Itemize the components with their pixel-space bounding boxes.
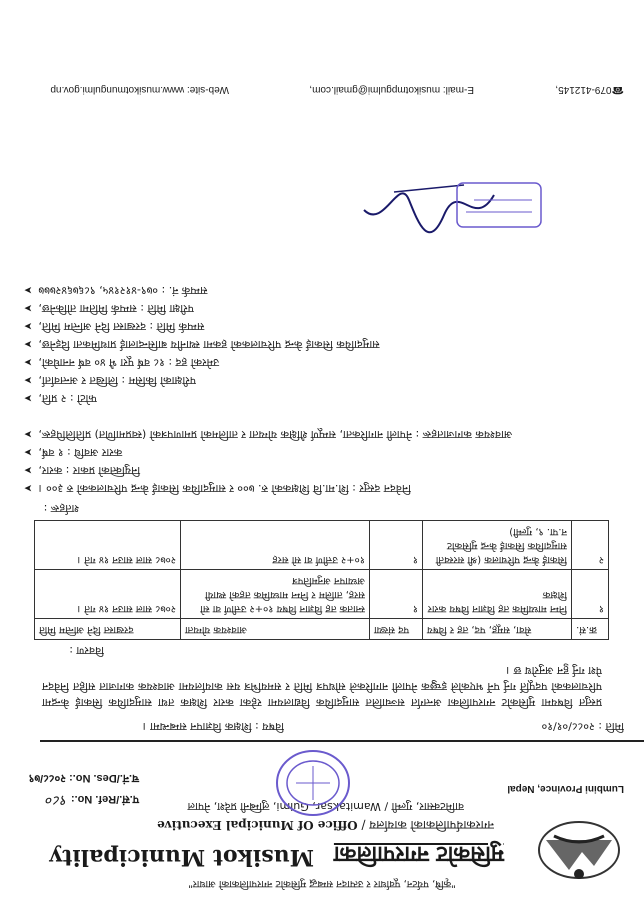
details-label: विवरण : xyxy=(69,644,104,657)
footer-website: Web-site: www.musikotmungulmi.gov.np xyxy=(50,84,229,95)
cell-qualification: १०+२ उत्तीर्ण वा सो सरह xyxy=(181,521,370,570)
arrow-bullet-icon: ➤ xyxy=(24,320,33,331)
arrow-bullet-icon: ➤ xyxy=(24,446,33,457)
office-line: नगरकार्यपालिकाको कार्यालय / Office Of Municipal Executive xyxy=(157,818,494,832)
condition-item xyxy=(24,463,584,478)
des-value: २०८८/७९ xyxy=(28,772,66,784)
municipality-emblem-icon xyxy=(534,818,624,888)
motto: "कृषि, पर्यटन, पूर्वाधार र उत्पादन सम्बद्ध मुसिकोट नगरपालिकाको आधार" xyxy=(188,878,456,889)
cell-sn: १ xyxy=(572,570,609,619)
col-sn: क्र.सं. xyxy=(572,619,609,640)
cell-deadline: २०७८ साल साउन १४ गते । xyxy=(35,570,181,619)
address-nepali: वामिटक्सार, गुल्मी xyxy=(391,800,464,813)
address-english: Wamitaksar, Gulmi xyxy=(276,800,381,813)
arrow-bullet-icon: ➤ xyxy=(24,392,33,403)
date-value: २०८८/०१/१० xyxy=(541,720,595,733)
cell-count: १ xyxy=(370,570,423,619)
col-deadline: दरखास्त दिने अन्तिम मिति xyxy=(35,619,181,640)
condition-item xyxy=(24,481,584,496)
condition-text: परीक्षाको किसिम : लिखित र अन्तर्वार्ता, xyxy=(38,374,196,387)
condition-text: निवेदन दस्तुर : शि.मा.वि शिक्षकको रु. ७०० र सामुदायिक सिकाई केन्द्र परिचालकको रु ३०० । xyxy=(38,482,411,495)
table-row xyxy=(35,570,609,619)
condition-item xyxy=(24,445,584,460)
condition-text: फोटो : २ प्रति, xyxy=(38,392,97,405)
vacancy-table xyxy=(34,520,609,640)
condition-item xyxy=(24,425,584,442)
letter-body: प्रस्तुत विषयमा मुसिकोट नगरपालिका अन्तर्गत सञ्चालित सामुदायिक विद्यालयमा रहेका करार शिक्षक तथा सामुदायिक सिकाई केन्द्रमा परिचालकको पदपूर्ति गर्नु पर्ने भएकोले इच्छुक नेपाली नागरिकले सोधपत्र मिति र समयभित्र यस कार्यालयमा आवश्यक कागजात सहित निवेदन पेश गर्नु हुन अनुरोध छ । xyxy=(42,664,602,709)
condition-item xyxy=(24,355,584,370)
province-english: Lumbini Province, Nepal xyxy=(507,783,624,794)
col-qualification: आवश्यक योग्यता xyxy=(181,619,370,640)
cell-sn: २ xyxy=(572,521,609,570)
title-nepali: मुसिकोट नगरपालिका xyxy=(333,841,504,866)
cell-deadline: २०७८ साल साउन १४ गते । xyxy=(35,521,181,570)
ref-value: ९८० xyxy=(46,792,68,808)
date-label: मिति : xyxy=(594,720,624,733)
subject-label: विषय : xyxy=(251,720,284,733)
office-stamp-icon xyxy=(274,748,352,818)
condition-text: आवश्यक कागजातहरू : नेपाली नागरिकता, सम्पूर्ण शैक्षिक योग्यता र तालिमको प्रमाणपत्रको (स्वप्रमाणित) प्रतिलिपिहरू, xyxy=(38,428,513,441)
address-line: वामिटक्सार, गुल्मी / Wamitaksar, Gulmi, लुम्बिनी प्रदेश, नेपाल xyxy=(187,800,464,813)
col-post: सेवा, समूह, पद, तह र विषय xyxy=(423,619,572,640)
condition-text: परीक्षा मिति : सम्पर्क मितिमा तोकिनेछ, xyxy=(38,302,194,315)
cell-qualification: स्नातक तह विज्ञान विषय १०+२ उत्तीर्ण वा सो सरह, तालिम र निम्न माध्यमिक तहको स्थायी अध्यापन अनुमतिपत्र xyxy=(181,570,370,619)
conditions-label: शर्तहरू : xyxy=(43,502,79,515)
address-rest: लुम्बिनी प्रदेश, नेपाल xyxy=(187,800,270,813)
arrow-bullet-icon: ➤ xyxy=(24,356,33,367)
cell-post: निम्न माध्यमिक तह विज्ञान विषय करार शिक्षक xyxy=(423,570,572,619)
title-english: Musikot Municipality xyxy=(49,844,314,870)
arrow-bullet-icon: ➤ xyxy=(24,338,33,349)
condition-text: करार अवधि : १ वर्ष, xyxy=(38,446,123,459)
arrow-bullet-icon: ➤ xyxy=(24,374,33,385)
footer-phone: ☎079-412145, xyxy=(555,84,624,95)
office-nepali: नगरकार्यपालिकाको कार्यालय xyxy=(369,818,494,832)
condition-item xyxy=(24,391,584,406)
header-divider xyxy=(40,740,644,742)
letter-date xyxy=(542,719,624,734)
cell-count: १ xyxy=(370,521,423,570)
ref-number xyxy=(46,791,139,810)
designation-stamp-icon xyxy=(454,180,544,230)
table-header-row xyxy=(35,619,609,640)
condition-item xyxy=(24,301,584,316)
condition-text: सामुदायिक सिकाई केन्द्र परिचालकको हकमा स्थानीय बासिन्दालाई प्राथमिकता दिइनेछ, xyxy=(38,338,380,351)
des-number xyxy=(29,771,139,786)
arrow-bullet-icon: ➤ xyxy=(24,428,33,439)
ref-label: प.सं./Ref. No.: xyxy=(70,793,139,805)
table-row xyxy=(35,521,609,570)
arrow-bullet-icon: ➤ xyxy=(24,284,33,295)
condition-text: सम्पर्क मिति : दरखास्त दिने अन्तिम मिति, xyxy=(38,320,205,333)
cell-post: सिकाई केन्द्र परिचालक (श्री सरस्वती सामुदायिक सिकाई केन्द्र मुसिकोट न.पा. ९, गुल्मी) xyxy=(423,521,572,570)
condition-text: नियुक्तिको प्रकार : करार, xyxy=(38,464,141,477)
des-label: च.नं./Des. No.: xyxy=(69,772,139,784)
condition-item xyxy=(24,283,584,298)
condition-text: उमेरको हद : १८ वर्ष पूरा भै ४० वर्ष ननाघेको, xyxy=(38,356,220,369)
condition-item xyxy=(24,319,584,334)
subject-value: शिक्षक विज्ञापन सम्बन्धमा । xyxy=(142,720,252,733)
condition-text: सम्पर्क नं. : ०७९-४१२१४५, ९८६७६४२७७७ xyxy=(38,284,208,297)
letter-subject xyxy=(143,719,284,734)
col-count: पद संख्या xyxy=(370,619,423,640)
office-english: Office Of Municipal Executive xyxy=(157,818,358,832)
arrow-bullet-icon: ➤ xyxy=(24,302,33,313)
condition-item xyxy=(24,337,584,352)
footer-email: E-mail: musikotmpgulmi@gmail.com, xyxy=(309,84,474,95)
arrow-bullet-icon: ➤ xyxy=(24,482,33,493)
arrow-bullet-icon: ➤ xyxy=(24,464,33,475)
condition-item xyxy=(24,373,584,388)
